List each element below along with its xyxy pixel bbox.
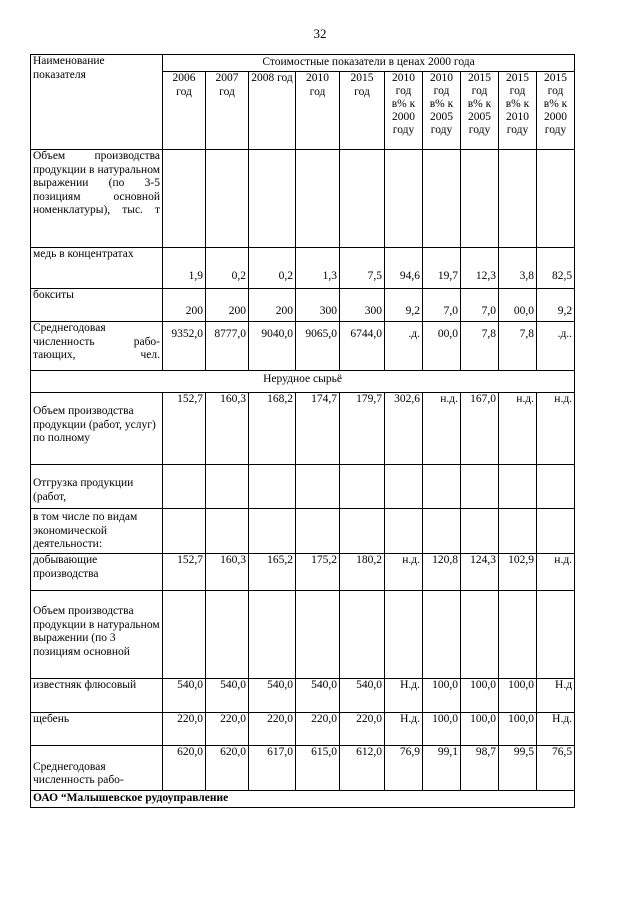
row-label: Объем производства продукции в натуральном выражении (по 3-5 позициям основной номенклатуры), тыс. т bbox=[31, 150, 163, 248]
row-label: Объем производства продукции в натуральном выражении (по 3 позициям основной bbox=[31, 591, 163, 679]
cell: 220,0 bbox=[249, 713, 296, 746]
row-label: Объем производства продукции (работ, услуг) по полному bbox=[31, 393, 163, 465]
cell: 0,2 bbox=[249, 248, 296, 289]
table-row bbox=[31, 591, 575, 679]
cell: Н.д. bbox=[385, 679, 423, 713]
cell: 00,0 bbox=[499, 289, 537, 322]
cell: .д.. bbox=[537, 322, 575, 371]
cell: 7,5 bbox=[340, 248, 385, 289]
cell: 19,7 bbox=[423, 248, 461, 289]
cell: 9065,0 bbox=[296, 322, 340, 371]
indicators-table bbox=[30, 54, 575, 808]
cell: н.д. bbox=[499, 393, 537, 465]
cell: 167,0 bbox=[461, 393, 499, 465]
cell: н.д. bbox=[537, 393, 575, 465]
cell: 76,9 bbox=[385, 746, 423, 791]
cell: 82,5 bbox=[537, 248, 575, 289]
row-label: Отгрузка продукции (работ, bbox=[31, 465, 163, 509]
cell: 1,3 bbox=[296, 248, 340, 289]
footer-row bbox=[31, 791, 575, 808]
cell: 160,3 bbox=[206, 393, 249, 465]
cell: 12,3 bbox=[461, 248, 499, 289]
cell: 100,0 bbox=[423, 679, 461, 713]
cell: 102,9 bbox=[499, 554, 537, 591]
cell: 220,0 bbox=[340, 713, 385, 746]
page-number: 32 bbox=[313, 26, 327, 41]
cell: 168,2 bbox=[249, 393, 296, 465]
cell: 98,7 bbox=[461, 746, 499, 791]
cell: 9,2 bbox=[385, 289, 423, 322]
cell: 100,0 bbox=[499, 713, 537, 746]
row-label: добывающие производства bbox=[31, 554, 163, 591]
cell: 124,3 bbox=[461, 554, 499, 591]
table-row bbox=[31, 713, 575, 746]
cell: 220,0 bbox=[206, 713, 249, 746]
section-row bbox=[31, 371, 575, 393]
header-year: 2006 год bbox=[163, 72, 206, 150]
cell: 220,0 bbox=[296, 713, 340, 746]
row-label: в том числе по видам экономической деятельности: bbox=[31, 509, 163, 554]
cell: 300 bbox=[340, 289, 385, 322]
header-name-col: Наименование показателя bbox=[31, 55, 163, 150]
header-super-row bbox=[31, 55, 575, 72]
cell: 94,6 bbox=[385, 248, 423, 289]
header-year: 2015 год bbox=[340, 72, 385, 150]
cell: 617,0 bbox=[249, 746, 296, 791]
cell: 165,2 bbox=[249, 554, 296, 591]
cell: н.д. bbox=[423, 393, 461, 465]
table-row bbox=[31, 465, 575, 509]
row-label: медь в концентратах bbox=[31, 248, 163, 289]
cell: 0,2 bbox=[206, 248, 249, 289]
cell: 300 bbox=[296, 289, 340, 322]
cell: .д. bbox=[385, 322, 423, 371]
cell: 540,0 bbox=[163, 679, 206, 713]
cell: Н.д. bbox=[385, 713, 423, 746]
cell: 540,0 bbox=[296, 679, 340, 713]
cell: 3,8 bbox=[499, 248, 537, 289]
cell: 200 bbox=[206, 289, 249, 322]
header-year: 2008 год bbox=[249, 72, 296, 150]
cell: 6744,0 bbox=[340, 322, 385, 371]
cell: Н.д bbox=[537, 679, 575, 713]
table-row bbox=[31, 679, 575, 713]
cell: 7,0 bbox=[461, 289, 499, 322]
cell: 180,2 bbox=[340, 554, 385, 591]
cell: 9040,0 bbox=[249, 322, 296, 371]
cell: 540,0 bbox=[249, 679, 296, 713]
header-pct: 2015 год в% к 2005 году bbox=[461, 72, 499, 150]
cell: 00,0 bbox=[423, 322, 461, 371]
cell: 152,7 bbox=[163, 554, 206, 591]
cell: 99,5 bbox=[499, 746, 537, 791]
header-year: 2007 год bbox=[206, 72, 249, 150]
cell: 615,0 bbox=[296, 746, 340, 791]
row-label: Среднегодовая численность рабо-тающих, чел. bbox=[31, 322, 163, 371]
cell: 175,2 bbox=[296, 554, 340, 591]
cell: 179,7 bbox=[340, 393, 385, 465]
cell: 100,0 bbox=[461, 679, 499, 713]
section-title: Нерудное сырьё bbox=[31, 371, 575, 393]
cell: 1,9 bbox=[163, 248, 206, 289]
cell: 100,0 bbox=[423, 713, 461, 746]
cell: 160,3 bbox=[206, 554, 249, 591]
cell: 76,5 bbox=[537, 746, 575, 791]
table-row bbox=[31, 248, 575, 289]
cell: 620,0 bbox=[206, 746, 249, 791]
header-pct: 2015 год в% к 2000 году bbox=[537, 72, 575, 150]
row-label: бокситы bbox=[31, 289, 163, 322]
row-label: известняк флюсовый bbox=[31, 679, 163, 713]
cell: 100,0 bbox=[461, 713, 499, 746]
cell: 540,0 bbox=[340, 679, 385, 713]
table-row bbox=[31, 322, 575, 371]
header-pct: 2010 год в% к 2000 году bbox=[385, 72, 423, 150]
cell: 7,0 bbox=[423, 289, 461, 322]
cell: н.д. bbox=[537, 554, 575, 591]
table-row bbox=[31, 393, 575, 465]
cell: 7,8 bbox=[461, 322, 499, 371]
cell: 99,1 bbox=[423, 746, 461, 791]
cell: н.д. bbox=[385, 554, 423, 591]
table-row bbox=[31, 746, 575, 791]
cell: 9352,0 bbox=[163, 322, 206, 371]
header-pct: 2015 год в% к 2010 году bbox=[499, 72, 537, 150]
cell: 620,0 bbox=[163, 746, 206, 791]
cell: 302,6 bbox=[385, 393, 423, 465]
table-row bbox=[31, 554, 575, 591]
cell: 152,7 bbox=[163, 393, 206, 465]
cell: 8777,0 bbox=[206, 322, 249, 371]
table-row bbox=[31, 509, 575, 554]
cell: Н.д. bbox=[537, 713, 575, 746]
row-label: Среднегодовая численность рабо- bbox=[31, 746, 163, 791]
header-super: Стоимостные показатели в ценах 2000 года bbox=[163, 55, 575, 72]
company-title: ОАО “Малышевское рудоуправление bbox=[31, 791, 575, 808]
cell: 9,2 bbox=[537, 289, 575, 322]
cell: 220,0 bbox=[163, 713, 206, 746]
header-year: 2010 год bbox=[296, 72, 340, 150]
header-pct: 2010 год в% к 2005 году bbox=[423, 72, 461, 150]
table-row bbox=[31, 150, 575, 248]
cell: 7,8 bbox=[499, 322, 537, 371]
cell: 200 bbox=[249, 289, 296, 322]
cell: 120,8 bbox=[423, 554, 461, 591]
row-label: щебень bbox=[31, 713, 163, 746]
cell: 200 bbox=[163, 289, 206, 322]
cell: 100,0 bbox=[499, 679, 537, 713]
cell: 540,0 bbox=[206, 679, 249, 713]
cell: 174,7 bbox=[296, 393, 340, 465]
table-row bbox=[31, 289, 575, 322]
cell: 612,0 bbox=[340, 746, 385, 791]
